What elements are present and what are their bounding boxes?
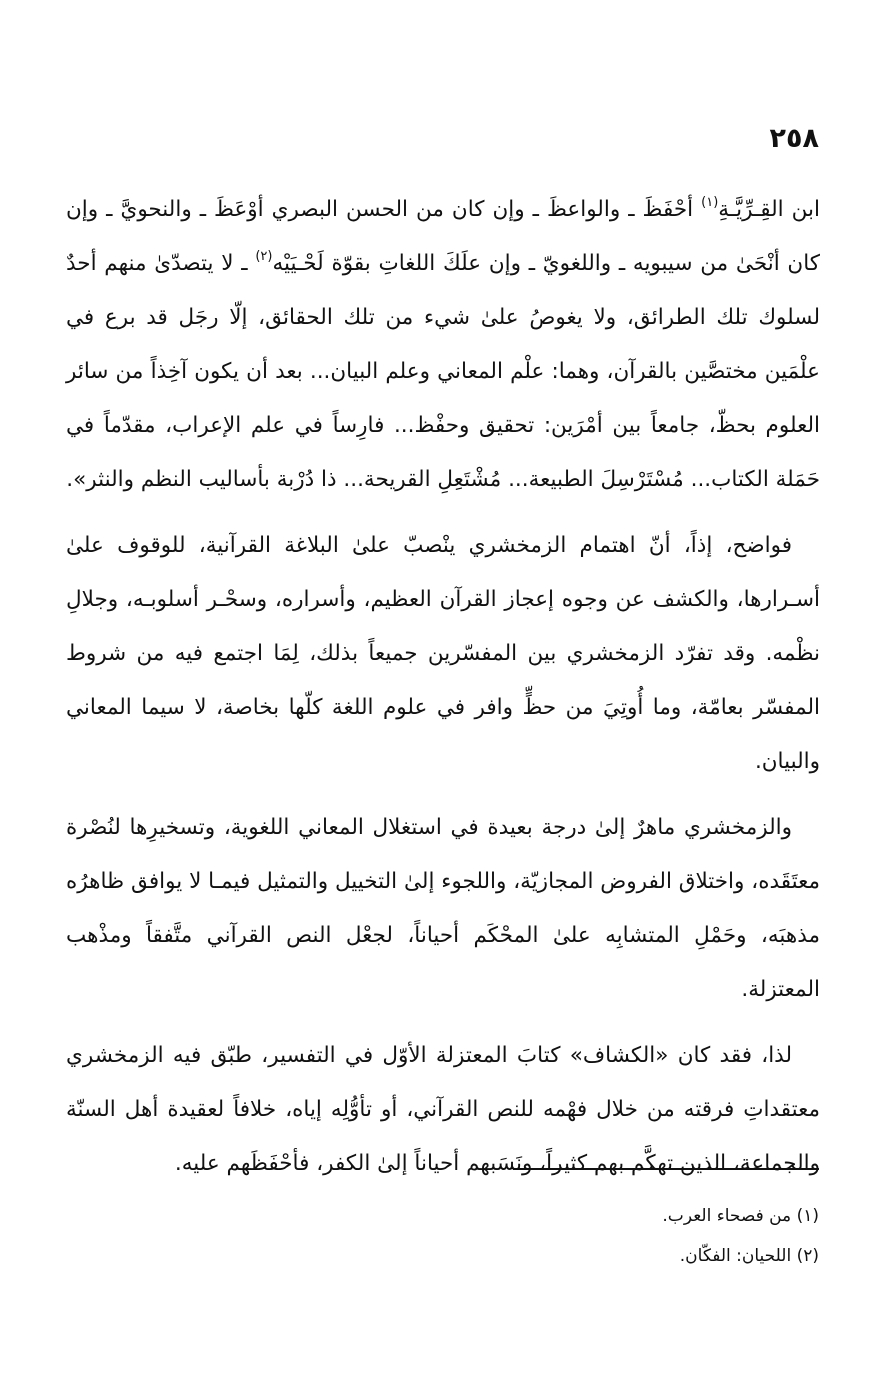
footnote-divider <box>513 1168 819 1170</box>
main-text <box>66 183 820 1191</box>
paragraph-1-text-c: ـ لا يتصدّىٰ منهم أحدٌ لسلوك تلك الطرائق، ولا يغوصُ علىٰ شيء من تلك الحقائق، إلّا رجَل قد برع في علْمَين مختصَّين بالقرآن، وهما: علْم المعاني وعلم البيان... بعد أن يكون آخِذاً من سائر العلوم بحظّ، جامعاً بين أمْرَين: تحقيق وحفْظ... فارِساً في علم الإعراب، مقدّماً في حَمَلة الكتاب... مُسْتَرْسِلَ الطبيعة... مُشْتَعِلِ القريحة... ذا دُرْبة بأساليب النظم والنثر». <box>66 251 820 492</box>
paragraph-2: فواضح، إذاً، أنّ اهتمام الزمخشري ينْصبّ علىٰ البلاغة القرآنية، للوقوف علىٰ أسـرارها، والكشف عن وجوه إعجاز القرآن العظيم، وأسراره، وسحْـر أسلوبـه، وجلالِ نظْمه. وقد تفرّد الزمخشري بين المفسّرين جميعاً بذلك، لِمَا اجتمع فيه من شروط المفسّر بعامّة، وما أُوتِيَ من حظٍّ وافر في علوم اللغة كلّها بخاصة، لا سيما المعاني والبيان. <box>66 533 820 774</box>
paragraph-4: لذا، فقد كان «الكشاف» كتابَ المعتزلة الأوّل في التفسير، طبّق فيه الزمخشري معتقداتِ فرقته من خلال فهْمه للنص القرآني، أو تأوُّلِه إياه، خلافاً لعقيدة أهل السنّة والجماعة، الذين تهكَّم بهم كثيراً، ونَسَبهم أحياناً إلىٰ الكفر، فأحْفَظَهم عليه. <box>66 1043 820 1176</box>
footnote-2: (٢) اللحيان: الفكّان. <box>679 1246 819 1266</box>
paragraph-1-text-a: ابن القِـرِّيَّـةِ <box>718 197 820 222</box>
paragraph-1-text-b: أحْفَظَ ـ والواعظَ ـ وإن كان من الحسن البصري أوْعَظَ ـ والنحويَّ ـ وإن كان أنْحَىٰ من سيبويه ـ واللغويّ ـ وإن علَكَ اللغاتِ بقوّة لَحْـيَيْه <box>66 197 821 276</box>
page-number: ٢٥٨ <box>769 123 819 154</box>
paragraph-1 <box>66 183 820 507</box>
footnote-1: (١) من فصحاء العرب. <box>662 1206 819 1226</box>
footnotes <box>319 1196 819 1276</box>
footnote-ref-2: (٢) <box>255 249 273 264</box>
paragraph-3: والزمخشري ماهرٌ إلىٰ درجة بعيدة في استغلال المعاني اللغوية، وتسخيرِها لنُصْرة معتَقَده، واختلاق الفروض المجازيّة، واللجوء إلىٰ التخييل والتمثيل فيمـا لا يوافق ظاهرُه مذهبَه، وحَمْلِ المتشابِه علىٰ المحْكَم أحياناً، لجعْل النص القرآني متَّفقاً ومذْهب المعتزلة. <box>66 815 820 1002</box>
footnote-ref-1: (١) <box>701 195 719 210</box>
